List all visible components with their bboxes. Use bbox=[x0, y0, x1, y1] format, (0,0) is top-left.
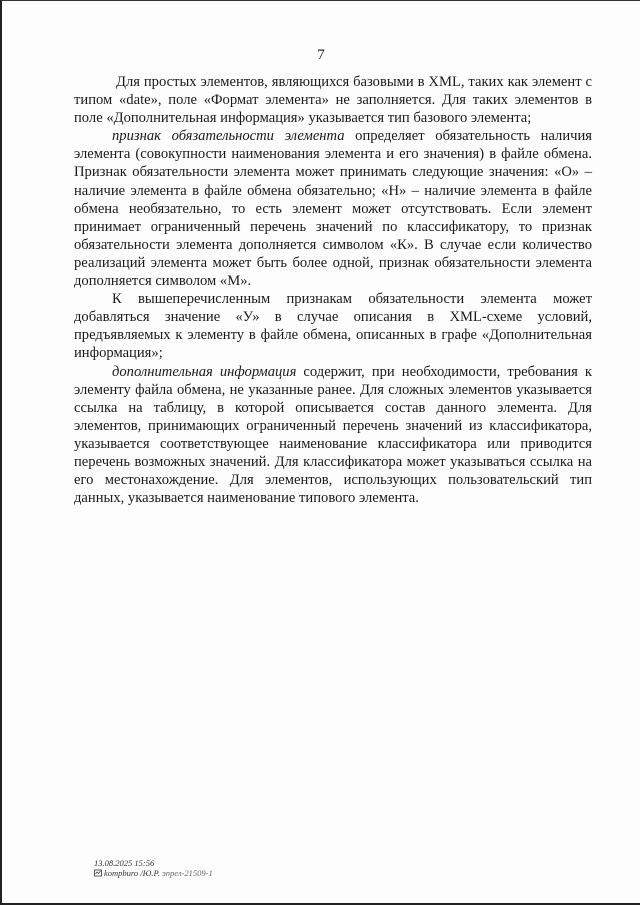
print-timestamp: 13.08.2025 15:56 bbox=[94, 858, 155, 868]
paragraph-simple-elements: Для простых элементов, являющихся базовыми в XML, таких как элемент с типом «date», поле «Формат элемента» не заполняется. Для таких элементов в поле «Дополнительная информация» указывается тип базового элемента; bbox=[74, 74, 592, 127]
paragraph-condition-flag: К вышеперечисленным признакам обязательности элемента может добавляться значение «У» в случае описания в XML-схеме условий, предъявляемых к элементу в файле обмена, описанных в графе «Дополнительная информация»; bbox=[74, 291, 592, 362]
document-body bbox=[74, 73, 592, 507]
signature-icon bbox=[94, 869, 102, 877]
page-number: 7 bbox=[317, 47, 325, 63]
term-mandatory-flag: признак обязательности элемента bbox=[112, 128, 345, 145]
term-additional-info: дополнительная информация bbox=[112, 363, 297, 380]
paragraph-additional-info bbox=[74, 363, 592, 508]
signature-line bbox=[94, 868, 213, 878]
registration-code: эпрел-21509-1 bbox=[162, 868, 213, 878]
paragraph-mandatory-flag bbox=[74, 127, 592, 290]
print-footer bbox=[94, 858, 213, 878]
signature-text: kompburo /Ю.Р. bbox=[104, 868, 161, 878]
additional-info-text: содержит, при необходимости, требования к элементу файла обмена, не указанные ранее. Для сложных элементов указывается ссылка на таблицу, в которой описывается состав данного элемента. Для элементов, принимающих ограниченный перечень значений из классификатора, указывается соответствующее наименование классификатора или приводится перечень возможных значений. Для классификатора может указываться ссылка на его местонахождение. Для элементов, использующих пользовательский тип данных, указывается наименование типового элемента. bbox=[74, 363, 593, 507]
mandatory-flag-text: определяет обязательность наличия элемента (совокупности наименования элемента и его значения) в файле обмена. Признак обязательности элемента может принимать следующие значения: «О» – наличие элемента в файле обмена обязательно; «Н» – наличие элемента в файле обмена необязательно, то есть элемент может отсутствовать. Если элемент принимает ограниченный перечень значений по классификатору, то признак обязательности элемента дополняется символом «К». В случае если количество реализаций элемента может быть более одной, признак обязательности элемента дополняется символом «М». bbox=[74, 128, 592, 290]
